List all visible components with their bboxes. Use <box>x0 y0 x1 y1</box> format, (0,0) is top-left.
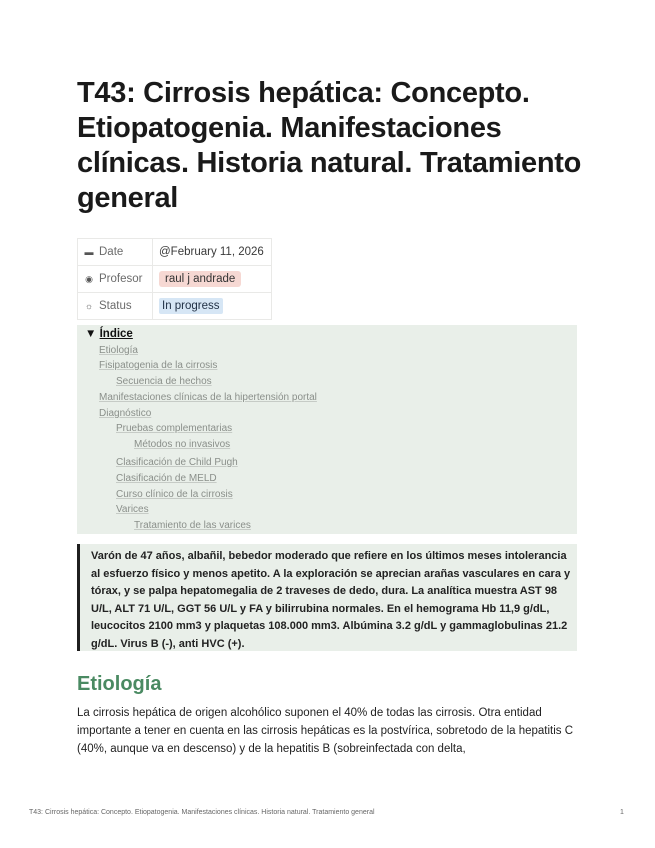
page-title: T43: Cirrosis hepática: Concepto. Etiopatogenia. Manifestaciones clínicas. Historia natural. Tratamiento general <box>77 77 582 214</box>
calendar-icon: ▬ <box>84 247 94 257</box>
page-number: 1 <box>620 809 624 816</box>
footer-text: T43: Cirrosis hepática: Concepto. Etiopatogenia. Manifestaciones clínicas. Historia natural. Tratamiento general <box>29 809 375 816</box>
person-icon: ◉ <box>85 274 93 284</box>
toc-toggle[interactable] <box>85 328 133 340</box>
toc-link-varices[interactable]: Varices <box>116 504 149 515</box>
property-row-profesor <box>78 266 272 293</box>
property-key: Profesor <box>99 273 143 285</box>
toc-heading: Índice <box>99 328 133 340</box>
section-heading: Etiología <box>77 673 162 695</box>
toc-link-pruebas[interactable]: Pruebas complementarias <box>116 423 233 434</box>
property-key: Status <box>99 300 132 312</box>
toc-link-manifestaciones[interactable]: Manifestaciones clínicas de la hipertensión portal <box>99 392 317 403</box>
section-paragraph: La cirrosis hepática de origen alcohólico suponen el 40% de todas las cirrosis. Otra entidad importante a tener en cuenta en las cirrosis hepáticas es la postvírica, sobretodo de la hepatitis C (40%, aunque va en descenso) y de la hepatitis B (sobreinfectada con delta, <box>77 707 574 755</box>
status-icon: ☼ <box>84 301 94 311</box>
property-key: Date <box>99 246 124 258</box>
property-row-date <box>78 239 272 266</box>
toc-link-curso[interactable]: Curso clínico de la cirrosis <box>116 489 233 500</box>
toc-link-child-pugh[interactable]: Clasificación de Child Pugh <box>116 457 238 468</box>
property-row-status <box>78 293 272 320</box>
toc-link-secuencia[interactable]: Secuencia de hechos <box>116 376 212 387</box>
case-text: Varón de 47 años, albañil, bebedor moderado que refiere en los últimos meses intolerancia al esfuerzo físico y menos apetito. A la exploración se aprecian arañas vasculares en cara y tórax, y se palpa hepatomegalia de 2 traveses de dedo, dura. La analítica muestra AST 98 U/L, ALT 71 U/L, GGT 56 U/L y FA y bilirrubina normales. En el hemograma Hb 11,9 g/dL, leucocitos 2100 mm3 y plaquetas 108.000 mm3. Albúmina 3.2 g/dL y gammaglobulinas 21.2 g/dL. Virus B (-), anti HVC (+). <box>91 550 571 650</box>
toggle-triangle-icon: ▼ <box>85 328 97 340</box>
table-of-contents <box>77 325 577 534</box>
case-callout <box>77 544 577 651</box>
toc-link-diagnostico[interactable]: Diagnóstico <box>99 408 152 419</box>
properties-table <box>77 238 272 320</box>
toc-link-tratamiento-varices[interactable]: Tratamiento de las varices <box>134 520 251 531</box>
profesor-tag[interactable]: raul j andrade <box>159 271 241 287</box>
property-value-date[interactable]: @February 11, 2026 <box>153 239 272 266</box>
toc-link-metodos[interactable]: Métodos no invasivos <box>134 439 231 450</box>
toc-link-meld[interactable]: Clasificación de MELD <box>116 473 217 484</box>
quote-bar <box>77 544 80 651</box>
toc-link-etiologia[interactable]: Etiología <box>99 345 138 356</box>
status-badge[interactable]: In progress <box>159 298 223 314</box>
toc-link-fisiopatogenia[interactable]: Fisipatogenia de la cirrosis <box>99 360 218 371</box>
